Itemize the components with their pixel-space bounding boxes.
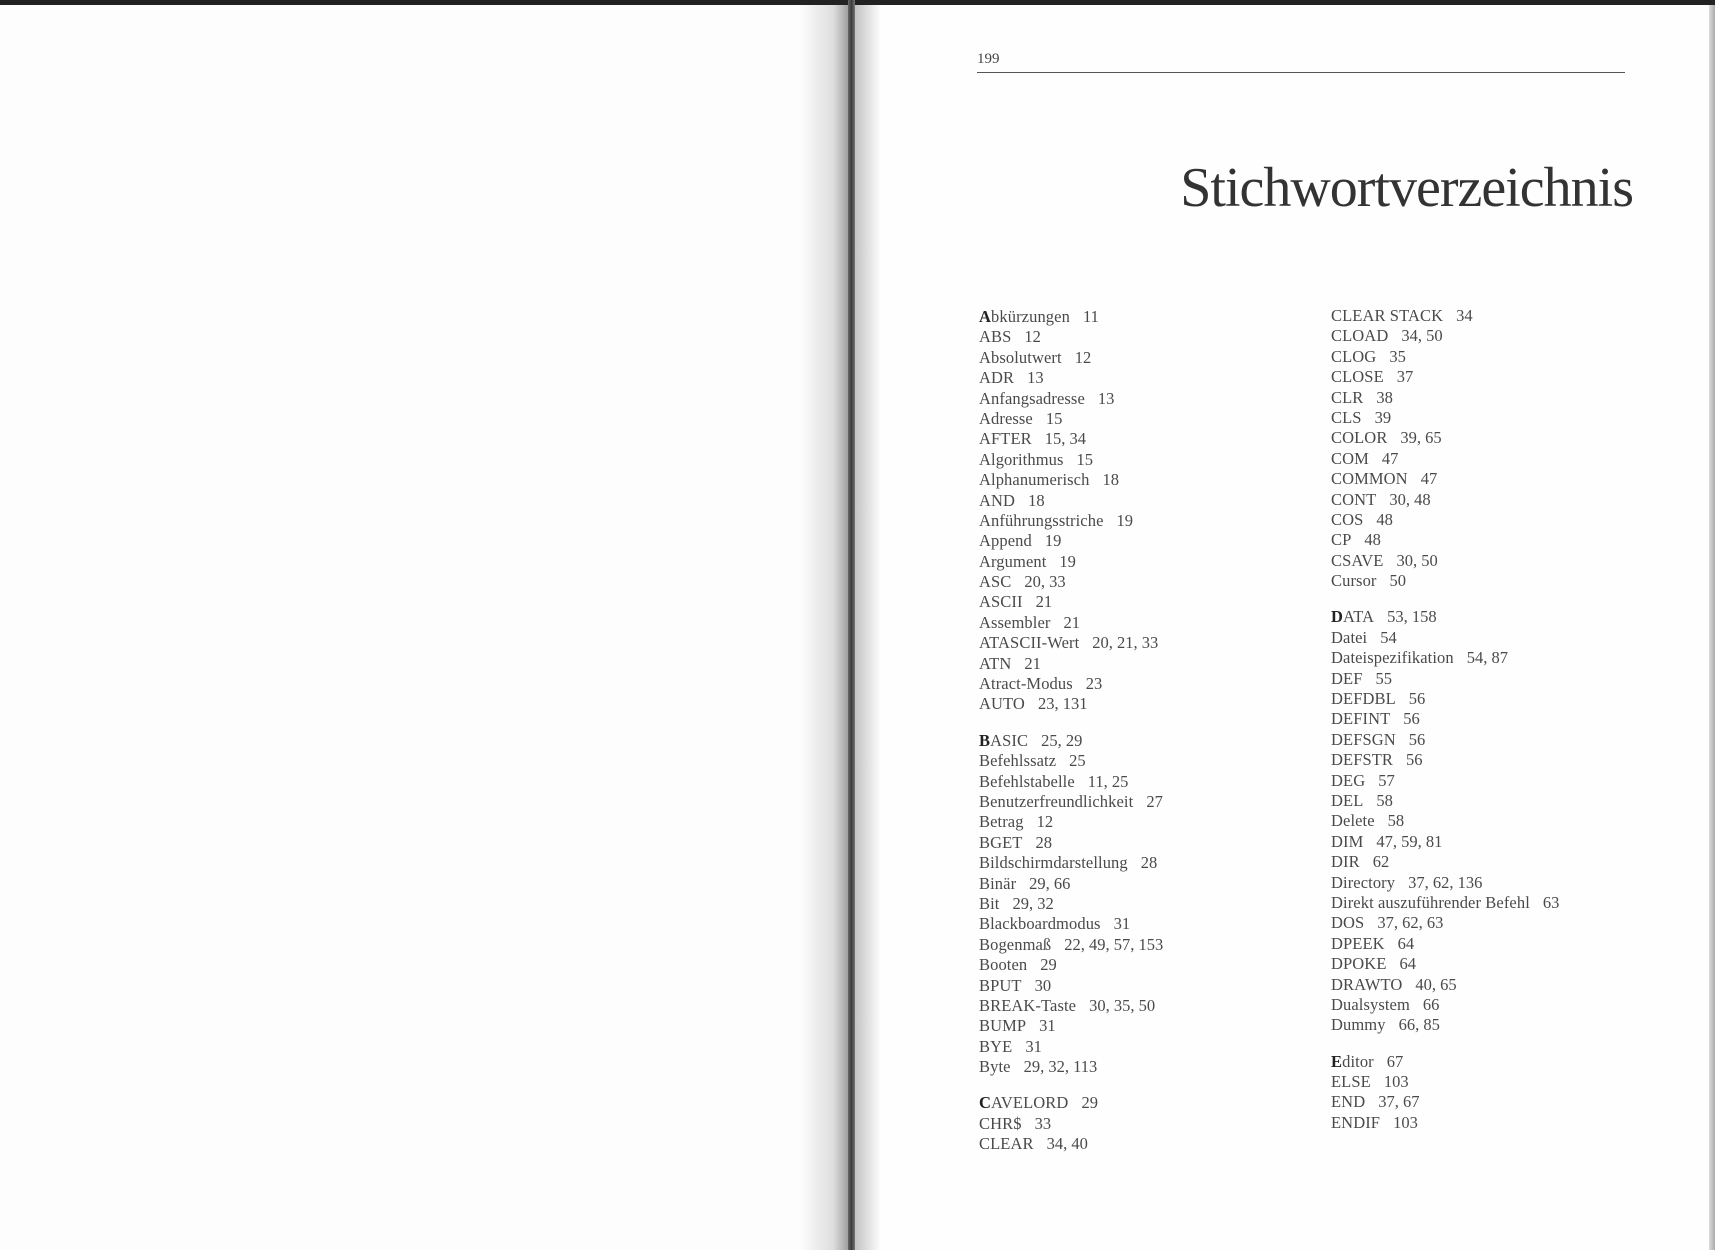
index-initial-letter: B [979,730,991,750]
index-term: Bogenmaß [979,934,1052,954]
index-entry [979,731,1309,751]
index-term: CP [1331,530,1352,550]
index-page-refs: 63 [1542,892,1560,912]
index-term: COS [1331,509,1364,529]
index-page-refs: 47 [1381,448,1399,468]
index-entry [979,996,1309,1016]
index-term: DEFSTR [1331,750,1394,770]
index-term: CONT [1331,489,1377,509]
index-entry [979,613,1309,633]
index-page-refs: 47, 59, 81 [1376,831,1443,851]
index-page-refs: 29 [1040,955,1057,975]
index-entry [1331,934,1661,954]
index-term: DEFDBL [1331,689,1396,709]
page-number: 199 [977,51,1000,67]
index-page-refs: 48 [1376,509,1393,529]
index-page-refs: 25, 29 [1041,730,1083,750]
index-page-refs: 29, 32, 113 [1023,1057,1098,1077]
index-term: Abkürzungen [979,307,1070,326]
index-entry [979,592,1309,612]
index-page-refs: 29 [1081,1093,1098,1113]
index-term: DPEEK [1331,933,1385,953]
index-column-right [1331,306,1661,1149]
index-entry [979,389,1309,409]
index-entry [979,1037,1309,1057]
index-page-refs: 31 [1039,1016,1056,1036]
index-page-refs: 23, 131 [1037,694,1088,714]
index-entry [979,833,1309,853]
index-entry [1331,771,1661,791]
index-page-refs: 28 [1035,832,1052,852]
index-page-refs: 34 [1456,306,1473,325]
index-entry [1331,469,1661,489]
index-initial-letter: D [1331,607,1344,627]
index-page-refs: 57 [1378,770,1395,790]
index-term: CSAVE [1331,550,1384,570]
index-term: ENDIF [1331,1112,1381,1132]
index-entry [979,1093,1309,1113]
index-entry [1331,750,1661,770]
index-page-refs: 58 [1387,811,1405,831]
index-page-refs: 29, 66 [1029,873,1071,893]
index-page-refs: 15 [1045,408,1063,428]
index-entry [1331,873,1661,893]
index-term: CHR$ [979,1113,1022,1133]
index-entry [979,409,1309,429]
index-initial-letter: C [979,1093,992,1113]
index-page-refs: 54, 87 [1466,648,1509,668]
index-term: Benutzerfreundlichkeit [979,791,1134,811]
index-entry [979,853,1309,873]
index-entry [979,792,1309,812]
index-entry [979,772,1309,792]
index-entry [979,654,1309,674]
index-entry [979,955,1309,975]
index-page-refs: 67 [1386,1051,1404,1071]
index-entry [979,368,1309,388]
index-page-refs: 56 [1408,729,1426,749]
index-entry [1331,607,1661,627]
index-page-refs: 64 [1397,933,1415,953]
index-page-refs: 12 [1036,812,1054,832]
index-page-refs: 37, 62, 136 [1408,872,1483,892]
right-page-edge [1709,5,1715,1250]
index-page-refs: 38 [1376,387,1393,407]
index-term: AFTER [979,429,1032,449]
index-term: Assembler [979,612,1051,632]
index-entry [1331,709,1661,729]
index-entry [1331,669,1661,689]
index-page-refs: 39, 65 [1400,428,1442,448]
index-page-refs: 19 [1044,531,1062,551]
index-term: Dummy [1331,1015,1386,1035]
index-page-refs: 47 [1420,469,1438,489]
right-page [855,5,1715,1250]
index-page-refs: 54 [1380,627,1397,647]
index-term: Delete [1331,811,1375,831]
index-term: DEFINT [1331,709,1391,729]
index-entry [979,531,1309,551]
index-entry [1331,1015,1661,1035]
index-entry [1331,648,1661,668]
index-term: AND [979,490,1016,510]
index-entry [979,327,1309,347]
index-term: ATASCII-Wert [979,633,1080,653]
index-term: DIR [1331,852,1360,872]
index-entry [979,491,1309,511]
index-term: Editor [1331,1051,1374,1071]
index-term: Dualsystem [1331,994,1410,1014]
index-page-refs: 13 [1097,388,1115,408]
index-term: BGET [979,832,1023,852]
index-page-refs: 40, 65 [1415,974,1457,994]
index-entry [1331,1113,1661,1133]
index-term: COM [1331,448,1369,468]
index-page-refs: 13 [1027,368,1044,388]
index-term: Direkt auszuführender Befehl [1331,892,1530,912]
index-page-refs: 21 [1063,612,1080,632]
index-entry [1331,730,1661,750]
index-term: DRAWTO [1331,974,1403,994]
index-page-refs: 34, 50 [1401,326,1443,346]
index-entry [1331,1092,1661,1112]
index-page-refs: 103 [1393,1112,1418,1132]
index-page-refs: 55 [1375,668,1392,688]
index-entry [979,633,1309,653]
index-term: Datei [1331,627,1368,647]
left-page-blank [0,5,848,1250]
index-term: CLR [1331,387,1364,407]
index-entry [1331,571,1661,591]
index-entry [1331,530,1661,550]
index-page-refs: 11, 25 [1087,771,1129,791]
index-term: CLOSE [1331,367,1384,387]
index-group-b [979,731,1309,1078]
index-term: Bildschirmdarstellung [979,853,1128,873]
index-entry [979,1016,1309,1036]
index-entry [1331,954,1661,974]
index-group-a [979,307,1309,715]
index-page-refs: 103 [1383,1072,1409,1092]
index-term: DIM [1331,831,1364,851]
index-term: BYE [979,1036,1013,1056]
index-page-refs: 56 [1403,709,1420,729]
index-term: Append [979,531,1032,551]
index-entry [1331,913,1661,933]
index-term: AUTO [979,694,1025,714]
index-term: END [1331,1092,1366,1112]
index-entry [1331,388,1661,408]
index-page-refs: 37, 67 [1378,1092,1420,1112]
index-term: ASC [979,572,1012,592]
index-page-refs: 18 [1102,470,1119,490]
index-entry [1331,628,1661,648]
index-entry [979,935,1309,955]
index-page-refs: 20, 21, 33 [1092,633,1159,653]
index-entry [979,812,1309,832]
index-page-refs: 30, 50 [1396,550,1438,570]
index-term: CLS [1331,407,1362,427]
index-entry [1331,551,1661,571]
index-page-refs: 50 [1389,571,1407,591]
index-page-refs: 37, 62, 63 [1377,913,1444,933]
index-term: BUMP [979,1016,1027,1036]
index-page-refs: 15 [1076,449,1094,469]
index-entry [1331,428,1661,448]
index-term: COLOR [1331,428,1388,448]
index-page-refs: 37 [1396,367,1414,387]
index-page-refs: 18 [1028,490,1045,510]
index-term: BASIC [979,730,1029,750]
index-page-refs: 66 [1422,994,1440,1014]
index-term: DPOKE [1331,954,1387,974]
index-entry [979,552,1309,572]
index-term: Betrag [979,812,1024,832]
index-page-refs: 30, 35, 50 [1089,995,1156,1015]
index-page-refs: 62 [1372,852,1390,872]
index-entry [1331,975,1661,995]
index-page-refs: 34, 40 [1046,1134,1088,1154]
index-term: DEG [1331,770,1366,790]
index-entry [979,307,1309,327]
index-initial-letter: A [979,307,992,326]
right-gutter-shadow [855,5,881,1250]
index-entry [1331,490,1661,510]
index-term: CAVELORD [979,1093,1069,1113]
index-entry [979,572,1309,592]
index-entry [1331,852,1661,872]
index-page-refs: 56 [1406,750,1423,770]
index-page-refs: 12 [1074,347,1092,367]
index-page-refs: 66, 85 [1398,1015,1440,1035]
index-page-refs: 31 [1113,914,1131,934]
index-entry [979,894,1309,914]
index-term: COMMON [1331,469,1408,489]
index-entry [1331,510,1661,530]
index-term: Byte [979,1057,1011,1077]
index-entry [979,1114,1309,1134]
index-page-refs: 28 [1140,853,1158,873]
index-term: BREAK-Taste [979,995,1077,1015]
index-term: ABS [979,327,1012,347]
index-page-refs: 31 [1025,1036,1042,1056]
index-term: Binär [979,873,1017,893]
index-entry [979,674,1309,694]
header-rule [977,72,1625,73]
index-term: CLOG [1331,346,1377,366]
index-entry [1331,367,1661,387]
index-entry [1331,893,1661,913]
index-page-refs: 30, 48 [1389,489,1431,509]
index-page-refs: 21 [1035,592,1053,612]
index-term: Befehlssatz [979,751,1057,771]
index-group-c [979,1093,1309,1154]
index-group-continued [1331,306,1661,591]
page-title: Stichwortverzeichnis [1180,157,1633,219]
index-term: Alphanumerisch [979,470,1090,490]
index-term: Dateispezifikation [1331,648,1454,668]
index-entry [1331,832,1661,852]
index-group-d [1331,607,1661,1035]
index-page-refs: 23 [1085,674,1103,694]
index-term: ELSE [1331,1072,1371,1092]
index-term: BPUT [979,975,1022,995]
index-page-refs: 19 [1116,510,1134,530]
index-page-refs: 58 [1376,790,1393,810]
index-page-refs: 33 [1034,1113,1052,1133]
index-entry [979,429,1309,449]
index-page-refs: 22, 49, 57, 153 [1064,934,1164,954]
index-term: Anfangsadresse [979,388,1085,408]
index-entry [1331,1072,1661,1092]
index-term: ADR [979,368,1015,388]
index-page-refs: 48 [1364,530,1381,550]
index-entry [1331,408,1661,428]
index-page-refs: 27 [1146,791,1163,811]
index-page-refs: 20, 33 [1024,572,1066,592]
index-term: ATN [979,653,1012,673]
book-binding [848,0,855,1250]
index-term: CLOAD [1331,326,1389,346]
index-column-left [979,307,1309,1171]
index-entry [1331,689,1661,709]
index-term: ASCII [979,592,1023,612]
index-page-refs: 25 [1069,751,1086,771]
index-entry [979,348,1309,368]
index-group-e [1331,1052,1661,1134]
index-term: CLEAR [979,1134,1034,1154]
index-entry [979,1057,1309,1077]
index-term: Adresse [979,408,1033,428]
index-initial-letter: E [1331,1051,1343,1071]
index-page-refs: 29, 32 [1012,893,1054,913]
index-term: Anführungsstriche [979,510,1104,530]
index-term: CLEAR STACK [1331,306,1444,325]
index-term: Directory [1331,872,1396,892]
index-term: DEL [1331,790,1364,810]
index-page-refs: 30 [1034,975,1052,995]
index-entry [979,976,1309,996]
index-entry [1331,811,1661,831]
left-gutter-shadow [800,5,848,1250]
index-term: Blackboardmodus [979,914,1101,934]
index-page-refs: 35 [1389,346,1406,366]
index-entry [979,470,1309,490]
index-entry [979,914,1309,934]
index-entry [979,751,1309,771]
index-page-refs: 21 [1024,653,1041,673]
index-page-refs: 56 [1408,689,1426,709]
index-term: Cursor [1331,571,1377,591]
index-term: Befehlstabelle [979,771,1075,791]
index-entry [979,874,1309,894]
index-entry [1331,326,1661,346]
index-term: Argument [979,551,1047,571]
index-page-refs: 39 [1374,407,1392,427]
index-page-refs: 64 [1399,954,1417,974]
index-page-refs: 15, 34 [1044,429,1087,449]
index-page-refs: 12 [1024,327,1041,347]
index-entry [979,694,1309,714]
index-page-refs: 19 [1059,551,1076,571]
index-entry [1331,449,1661,469]
index-term: DEFSGN [1331,729,1396,749]
index-entry [979,450,1309,470]
index-entry [979,1134,1309,1154]
index-term: DOS [1331,913,1365,933]
index-term: Algorithmus [979,449,1064,469]
index-term: DATA [1331,607,1375,627]
index-term: Atract-Modus [979,674,1073,694]
index-page-refs: 11 [1082,307,1099,326]
index-term: Bit [979,893,1000,913]
index-page-refs: 53, 158 [1387,607,1437,627]
index-entry [1331,347,1661,367]
index-entry [1331,995,1661,1015]
index-entry [1331,1052,1661,1072]
index-term: Absolutwert [979,347,1062,367]
index-entry [979,511,1309,531]
index-entry [1331,791,1661,811]
index-entry [1331,306,1661,326]
index-term: DEF [1331,668,1363,688]
index-term: Booten [979,955,1028,975]
